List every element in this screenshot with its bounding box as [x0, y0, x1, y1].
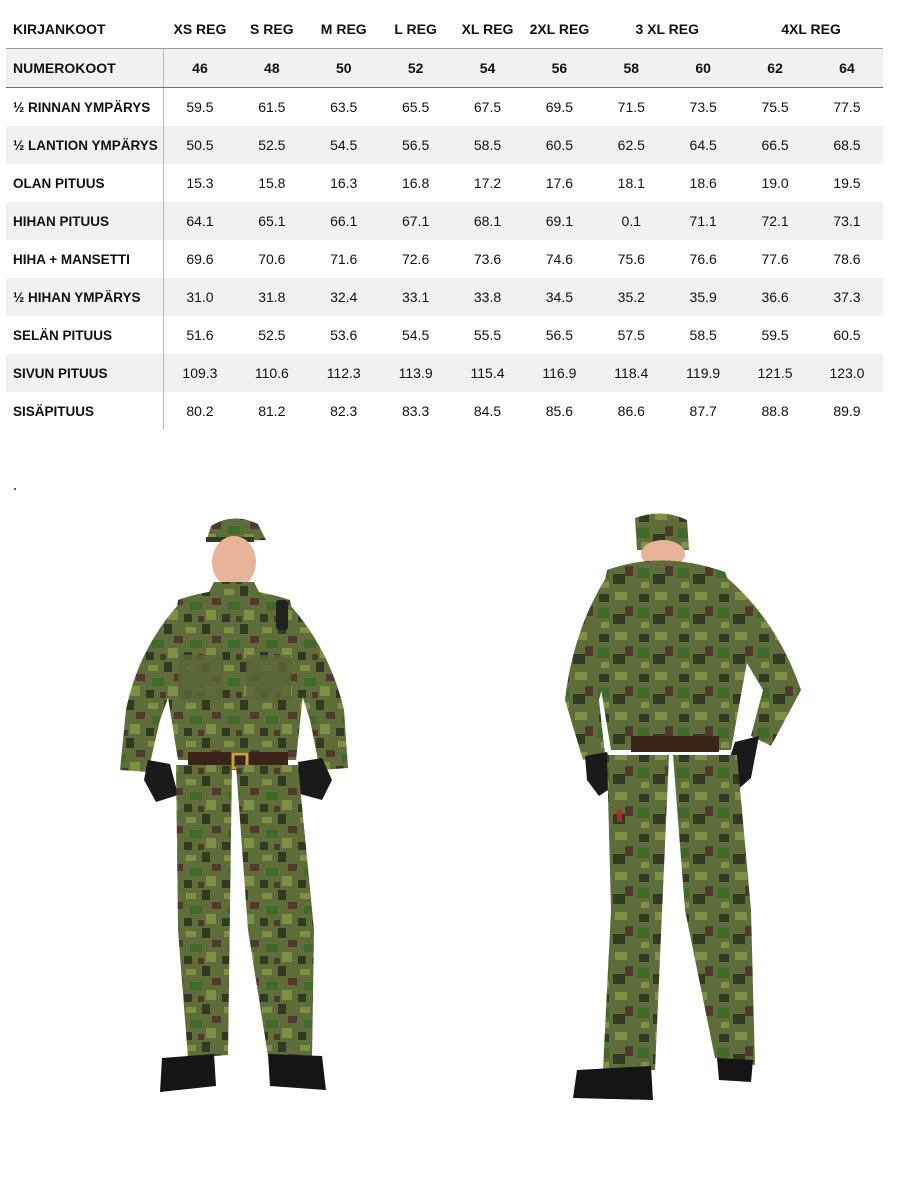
measurement-value: 33.8 [473, 289, 502, 305]
measurement-value: 53.6 [330, 327, 358, 343]
measurement-label: HIHAN PITUUS [6, 202, 164, 240]
measurement-value: 75.5 [761, 99, 789, 115]
measurement-value: 56.5 [545, 327, 574, 343]
measurement-value: 58.5 [473, 137, 502, 153]
measurement-label: HIHA + MANSETTI [6, 240, 164, 278]
measurement-value: 61.5 [258, 99, 286, 115]
measurement-value: 17.6 [545, 175, 574, 191]
measurement-value: 18.1 [617, 175, 645, 191]
measurement-value: 78.6 [833, 251, 861, 267]
measurement-value: 56.5 [401, 137, 430, 153]
measurement-row [6, 164, 883, 202]
measurement-value: 71.5 [617, 99, 645, 115]
number-size-label: NUMEROKOOT [6, 49, 164, 87]
number-size-cell: 56 [551, 60, 568, 76]
letter-size-header: XL REG [461, 21, 514, 37]
measurement-value: 84.5 [473, 403, 502, 419]
measurement-value: 69.1 [545, 213, 574, 229]
measurement-label: OLAN PITUUS [6, 164, 164, 202]
measurement-label: ½ LANTION YMPÄRYS [6, 126, 164, 164]
measurement-rows [6, 88, 883, 430]
measurement-row [6, 354, 883, 392]
measurement-value: 64.1 [186, 213, 214, 229]
measurement-value: 121.5 [757, 365, 793, 381]
measurement-value: 64.5 [689, 137, 717, 153]
measurement-value: 54.5 [401, 327, 430, 343]
measurement-value: 82.3 [330, 403, 358, 419]
measurement-value: 123.0 [829, 365, 865, 381]
measurement-value: 35.9 [689, 289, 717, 305]
measurement-value: 65.5 [401, 99, 430, 115]
measurement-value: 58.5 [689, 327, 717, 343]
measurement-row [6, 278, 883, 316]
measurement-value: 50.5 [186, 137, 214, 153]
letter-size-header: 3 XL REG [635, 21, 700, 37]
measurement-value: 32.4 [330, 289, 358, 305]
measurement-value: 31.0 [186, 289, 214, 305]
measurement-value: 72.6 [401, 251, 430, 267]
measurement-row [6, 202, 883, 240]
measurement-value: 73.5 [689, 99, 717, 115]
measurement-row [6, 392, 883, 430]
measurement-value: 83.3 [401, 403, 430, 419]
number-size-cell: 60 [695, 60, 711, 76]
measurement-value: 37.3 [833, 289, 861, 305]
measurement-value: 19.5 [833, 175, 861, 191]
letter-size-header-row [6, 10, 883, 49]
measurement-value: 67.5 [473, 99, 502, 115]
number-size-cell: 58 [623, 60, 640, 76]
measurement-value: 76.6 [689, 251, 717, 267]
measurement-value: 60.5 [545, 137, 574, 153]
measurement-value: 73.1 [833, 213, 861, 229]
measurement-value: 18.6 [689, 175, 717, 191]
number-size-cell: 52 [407, 60, 424, 76]
measurement-value: 85.6 [545, 403, 574, 419]
measurement-value: 51.6 [186, 327, 214, 343]
letter-size-header-label: KIRJANKOOT [13, 21, 106, 37]
measurement-value: 87.7 [689, 403, 717, 419]
letter-size-header: L REG [394, 21, 437, 37]
measurement-value: 115.4 [470, 365, 505, 381]
number-size-cell: 62 [767, 60, 783, 76]
measurement-row [6, 126, 883, 164]
measurement-label: SISÄPITUUS [6, 392, 164, 430]
front-view-figure-icon [108, 510, 363, 1110]
measurement-value: 71.6 [330, 251, 358, 267]
measurement-value: 16.8 [401, 175, 430, 191]
measurement-value: 69.6 [186, 251, 214, 267]
measurement-value: 16.3 [330, 175, 358, 191]
number-size-cell: 54 [479, 60, 496, 76]
measurement-value: 70.6 [258, 251, 286, 267]
measurement-value: 33.1 [401, 289, 430, 305]
measurement-value: 54.5 [330, 137, 358, 153]
measurement-value: 66.1 [330, 213, 358, 229]
letter-size-groups [164, 21, 883, 37]
measurement-value: 15.8 [258, 175, 286, 191]
measurement-value: 52.5 [258, 327, 286, 343]
measurement-value: 67.1 [401, 213, 430, 229]
measurement-value: 89.9 [833, 403, 861, 419]
measurement-label: SELÄN PITUUS [6, 316, 164, 354]
number-size-cell: 64 [839, 60, 855, 76]
measurement-value: 62.5 [617, 137, 645, 153]
measurement-value: 118.4 [614, 365, 649, 381]
measurement-value: 110.6 [254, 365, 289, 381]
measurement-value: 68.5 [833, 137, 861, 153]
letter-size-header: 4XL REG [781, 21, 841, 37]
measurement-value: 59.5 [186, 99, 214, 115]
measurement-value: 35.2 [617, 289, 645, 305]
letter-size-header: M REG [320, 21, 367, 37]
measurement-value: 109.3 [182, 365, 218, 381]
letter-size-header: XS REG [173, 21, 227, 37]
measurement-value: 34.5 [545, 289, 574, 305]
measurement-row [6, 88, 883, 126]
measurement-value: 17.2 [473, 175, 502, 191]
measurement-value: 71.1 [689, 213, 717, 229]
measurement-value: 88.8 [761, 403, 789, 419]
measurement-value: 15.3 [186, 175, 214, 191]
measurement-value: 66.5 [761, 137, 789, 153]
measurement-value: 31.8 [258, 289, 286, 305]
measurement-value: 57.5 [617, 327, 645, 343]
measurement-value: 69.5 [545, 99, 574, 115]
measurement-value: 77.5 [833, 99, 861, 115]
measurement-row [6, 316, 883, 354]
measurement-value: 60.5 [833, 327, 861, 343]
stray-mark [14, 488, 16, 490]
measurement-value: 55.5 [473, 327, 502, 343]
measurement-value: 65.1 [258, 213, 286, 229]
measurement-value: 19.0 [761, 175, 789, 191]
measurement-value: 86.6 [617, 403, 645, 419]
measurement-value: 116.9 [542, 365, 577, 381]
letter-size-header: S REG [250, 21, 294, 37]
measurement-label: SIVUN PITUUS [6, 354, 164, 392]
measurement-value: 52.5 [258, 137, 286, 153]
number-size-cell: 50 [335, 60, 352, 76]
measurement-value: 113.9 [398, 365, 433, 381]
measurement-value: 77.6 [761, 251, 789, 267]
measurement-value: 75.6 [617, 251, 645, 267]
letter-size-header: 2XL REG [529, 21, 590, 37]
measurement-value: 74.6 [545, 251, 574, 267]
size-table [6, 10, 883, 430]
measurement-value: 72.1 [761, 213, 789, 229]
measurement-value: 119.9 [686, 365, 721, 381]
measurement-value: 36.6 [761, 289, 789, 305]
measurement-row [6, 240, 883, 278]
measurement-value: 80.2 [186, 403, 214, 419]
measurement-value: 63.5 [330, 99, 358, 115]
number-size-cell: 46 [192, 60, 208, 76]
measurement-value: 112.3 [326, 365, 361, 381]
number-size-row [6, 49, 883, 88]
measurement-value: 59.5 [761, 327, 789, 343]
measurement-value: 68.1 [473, 213, 502, 229]
number-size-cells [164, 60, 883, 76]
measurement-label: ½ RINNAN YMPÄRYS [6, 88, 164, 126]
measurement-value: 81.2 [258, 403, 286, 419]
measurement-label: ½ HIHAN YMPÄRYS [6, 278, 164, 316]
back-view-figure-icon [555, 510, 805, 1110]
number-size-cell: 48 [264, 60, 280, 76]
measurement-value: 73.6 [473, 251, 502, 267]
measurement-value: 0.1 [621, 213, 642, 229]
